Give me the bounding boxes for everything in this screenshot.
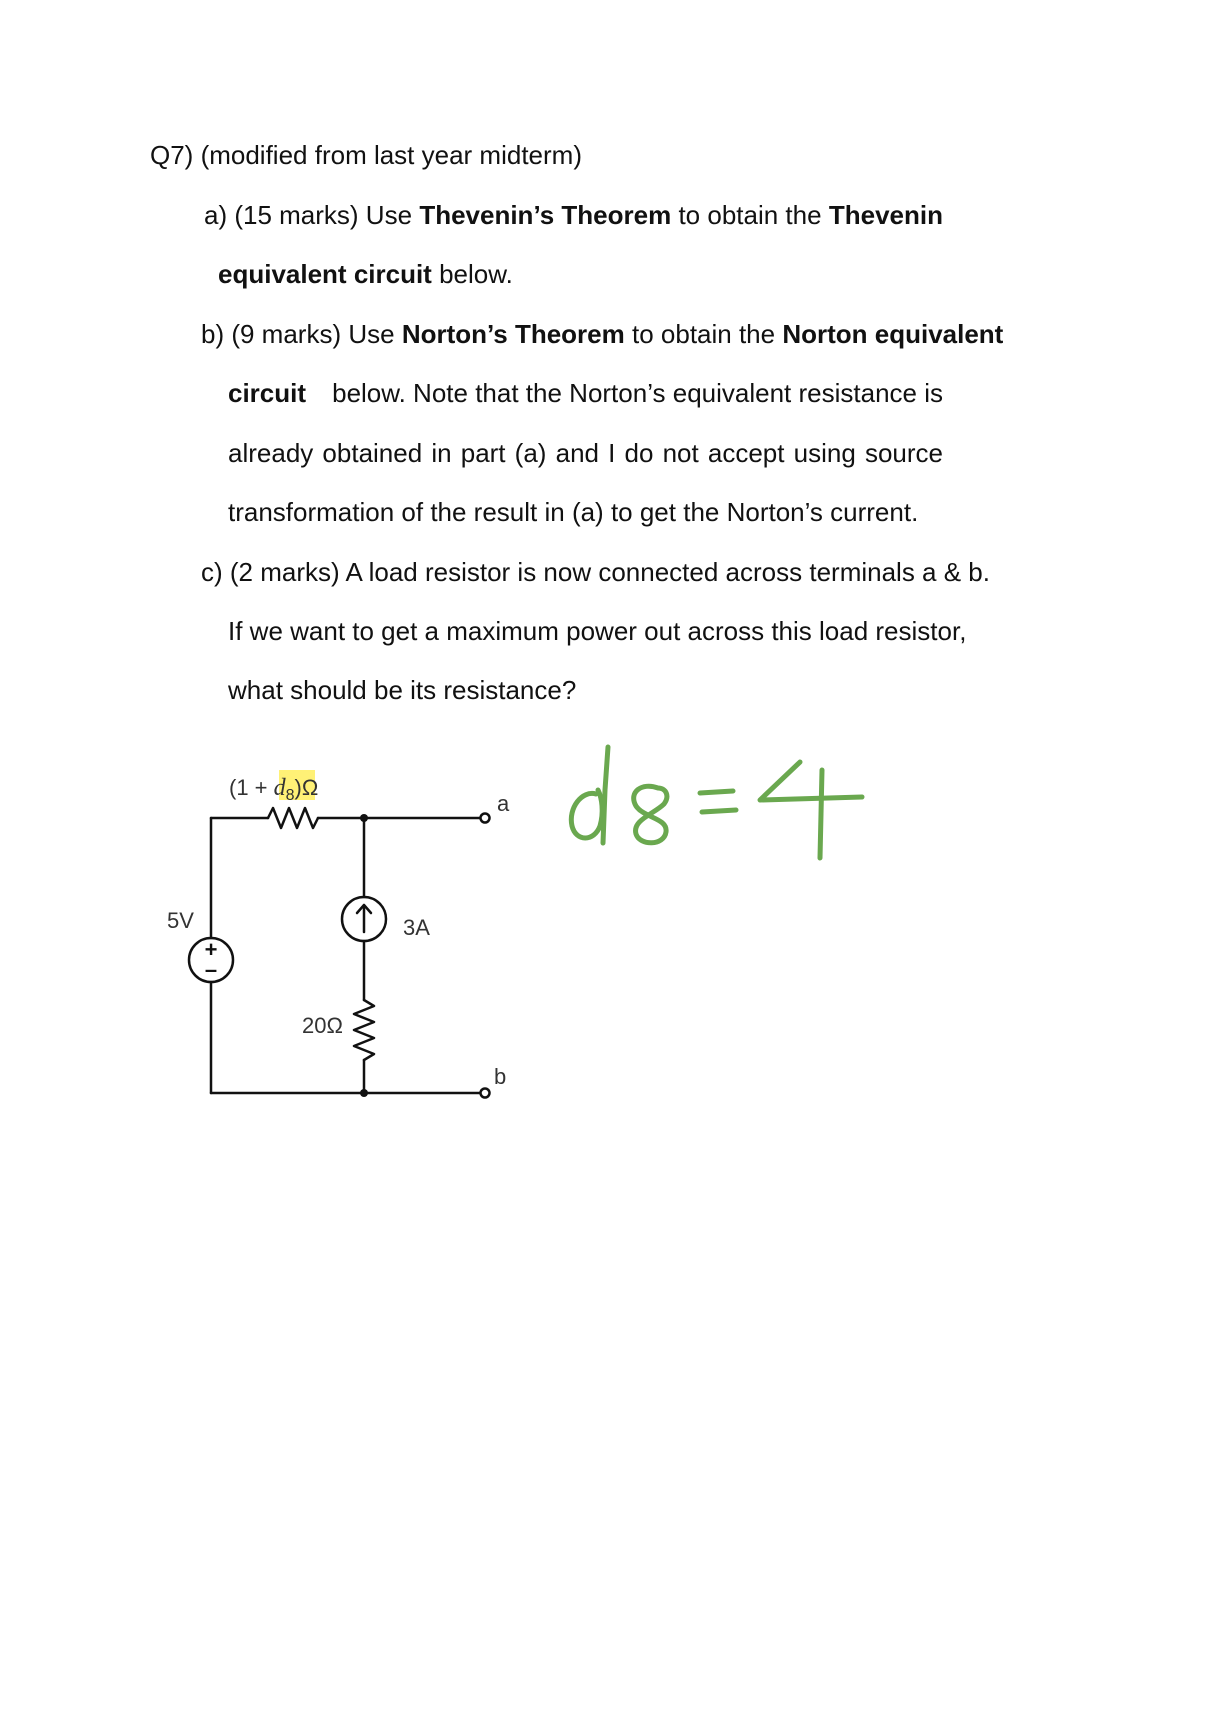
terminal-a-node (481, 814, 490, 823)
part-a-bold-theorem: Thevenin’s Theorem (419, 200, 672, 230)
resistor-bottom-label: 20Ω (302, 1013, 343, 1038)
minus-sign: – (204, 957, 218, 982)
terminal-a-label: a (497, 791, 510, 816)
junction-top (360, 814, 368, 822)
junction-bottom (360, 1089, 368, 1097)
plus-sign: + (204, 937, 218, 962)
resistor-bottom (354, 1000, 374, 1060)
handwriting-four-stem (820, 770, 822, 858)
part-a-prefix: a) (15 marks) Use (204, 200, 420, 230)
part-c-line-3: what should be its resistance? (228, 675, 577, 705)
voltage-label: 5V (167, 908, 194, 933)
part-b-line-4: transformation of the result in (a) to get the Norton’s current. (228, 497, 919, 527)
terminal-b-label: b (494, 1064, 507, 1089)
handwriting-eight (634, 786, 667, 843)
resistor-top-var: d (273, 775, 286, 801)
part-b-bold-theorem: Norton’s Theorem (401, 319, 625, 349)
current-label: 3A (403, 915, 430, 940)
part-a-rest: below. (431, 259, 513, 289)
question-heading: Q7) (modified from last year midterm) (150, 140, 582, 170)
resistor-top-label (229, 775, 318, 804)
part-b-bold-circuit: circuit (228, 378, 307, 408)
part-a-bold-equivalent: equivalent circuit (218, 259, 432, 289)
resistor-top-sub: 8 (285, 787, 295, 804)
part-b-line-2-rest: below. Note that the Norton’s equivalent resistance is (324, 378, 943, 408)
handwritten-note (571, 747, 862, 858)
part-b-line-3: already obtained in part (a) and I do not accept using source (228, 438, 943, 468)
part-b-mid: to obtain the (624, 319, 783, 349)
part-c-line-2: If we want to get a maximum power out across this load resistor, (228, 616, 967, 646)
terminal-b-node (481, 1089, 490, 1098)
part-a-bold-thevenin: Thevenin (828, 200, 943, 230)
handwriting-equals-top (700, 791, 733, 793)
part-b-prefix: b) (9 marks) Use (201, 319, 402, 349)
resistor-top-open: (1 + (229, 775, 274, 800)
handwriting-d-stem (603, 747, 608, 843)
part-a-mid: to obtain the (671, 200, 829, 230)
handwriting-equals-bottom (702, 810, 736, 812)
part-b-bold-equivalent: Norton equivalent (782, 319, 1004, 349)
resistor-top-close: )Ω (294, 775, 319, 800)
handwriting-d-bowl (571, 790, 602, 838)
resistor-top (268, 808, 318, 828)
handwriting-four-diagonal (760, 762, 862, 800)
part-c-line-1: c) (2 marks) A load resistor is now connected across terminals a & b. (201, 557, 990, 587)
